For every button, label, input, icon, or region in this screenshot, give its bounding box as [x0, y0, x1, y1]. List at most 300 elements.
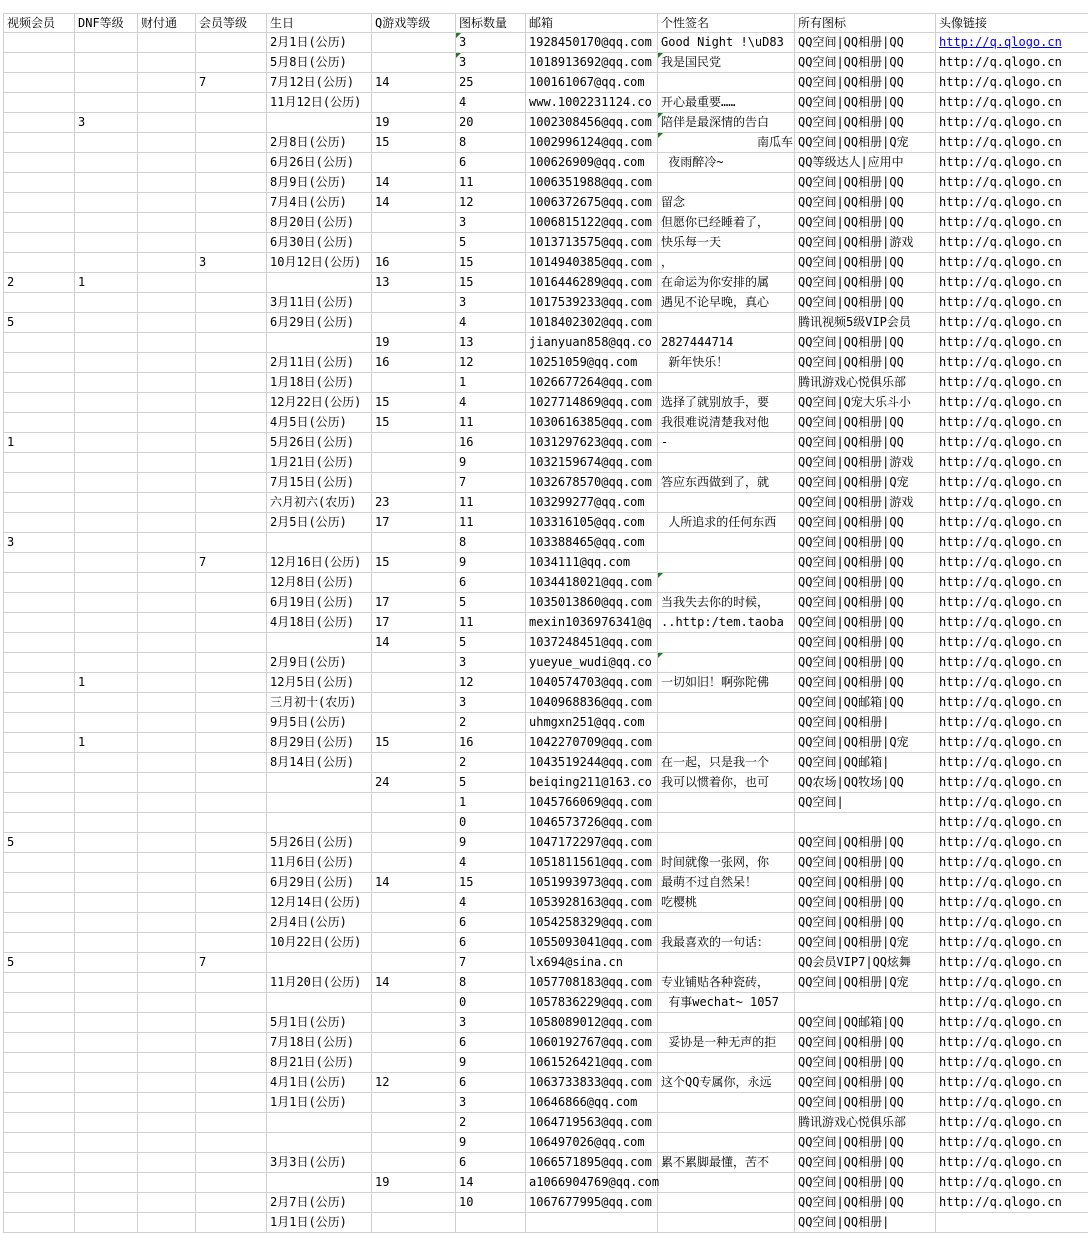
cell-qgame-level[interactable] [372, 933, 456, 953]
cell-avatar-link[interactable]: http://q.qlogo.cn [936, 813, 1088, 833]
cell-video-member[interactable] [3, 1033, 75, 1053]
cell-dnf-level[interactable] [75, 973, 138, 993]
cell-email[interactable]: 1006372675@qq.com [526, 193, 658, 213]
cell-signature[interactable] [658, 1093, 795, 1113]
cell-qgame-level[interactable]: 15 [372, 393, 456, 413]
cell-all-icons[interactable]: QQ空间|QQ相册|QQ [795, 1033, 936, 1053]
cell-avatar-link[interactable]: http://q.qlogo.cn [936, 1113, 1088, 1133]
cell-signature[interactable]: 选择了就别放手，要 [658, 393, 795, 413]
cell-video-member[interactable] [3, 33, 75, 53]
cell-avatar-link[interactable]: http://q.qlogo.cn [936, 893, 1088, 913]
cell-avatar-link[interactable]: http://q.qlogo.cn [936, 313, 1088, 333]
cell-all-icons[interactable]: QQ空间|QQ相册|QQ [795, 273, 936, 293]
cell-video-member[interactable] [3, 253, 75, 273]
cell-qgame-level[interactable]: 17 [372, 593, 456, 613]
cell-dnf-level[interactable] [75, 913, 138, 933]
cell-icon-count[interactable] [456, 1213, 526, 1233]
cell-avatar-link[interactable]: http://q.qlogo.cn [936, 753, 1088, 773]
cell-qgame-level[interactable]: 19 [372, 1173, 456, 1193]
cell-all-icons[interactable]: QQ空间|QQ相册|QQ [795, 93, 936, 113]
cell-video-member[interactable]: 5 [3, 313, 75, 333]
cell-member-level[interactable] [196, 1113, 267, 1133]
cell-email[interactable]: 1053928163@qq.com [526, 893, 658, 913]
cell-dnf-level[interactable] [75, 133, 138, 153]
cell-member-level[interactable] [196, 1093, 267, 1113]
cell-signature[interactable] [658, 1113, 795, 1133]
cell-tenpay[interactable] [138, 753, 196, 773]
cell-birthday[interactable]: 12月16日(公历) [267, 553, 372, 573]
cell-avatar-link[interactable]: http://q.qlogo.cn [936, 433, 1088, 453]
cell-avatar-link[interactable]: http://q.qlogo.cn [936, 973, 1088, 993]
cell-email[interactable]: 1006815122@qq.com [526, 213, 658, 233]
cell-video-member[interactable] [3, 1053, 75, 1073]
cell-birthday[interactable]: 11月20日(公历) [267, 973, 372, 993]
cell-member-level[interactable] [196, 433, 267, 453]
cell-email[interactable]: 1040968836@qq.com [526, 693, 658, 713]
cell-icon-count[interactable]: 15 [456, 253, 526, 273]
cell-email[interactable]: 1032159674@qq.com [526, 453, 658, 473]
cell-qgame-level[interactable] [372, 33, 456, 53]
cell-qgame-level[interactable] [372, 1153, 456, 1173]
cell-avatar-link[interactable]: http://q.qlogo.cn [936, 933, 1088, 953]
cell-birthday[interactable]: 1月1日(公历) [267, 1213, 372, 1233]
cell-signature[interactable] [658, 793, 795, 813]
cell-member-level[interactable] [196, 1173, 267, 1193]
cell-birthday[interactable] [267, 533, 372, 553]
cell-all-icons[interactable]: QQ空间|QQ邮箱|QQ [795, 1013, 936, 1033]
cell-all-icons[interactable]: QQ空间|QQ相册|QQ [795, 653, 936, 673]
cell-dnf-level[interactable] [75, 533, 138, 553]
cell-icon-count[interactable]: 11 [456, 613, 526, 633]
cell-dnf-level[interactable] [75, 373, 138, 393]
cell-tenpay[interactable] [138, 873, 196, 893]
cell-video-member[interactable] [3, 1213, 75, 1233]
cell-all-icons[interactable]: QQ空间|QQ相册|QQ [795, 193, 936, 213]
cell-signature[interactable]: 夜雨醉冷~ [658, 153, 795, 173]
cell-birthday[interactable]: 3月3日(公历) [267, 1153, 372, 1173]
cell-dnf-level[interactable]: 1 [75, 273, 138, 293]
cell-email[interactable]: 1046573726@qq.com [526, 813, 658, 833]
cell-email[interactable]: 1043519244@qq.com [526, 753, 658, 773]
cell-email[interactable]: 1060192767@qq.com [526, 1033, 658, 1053]
cell-tenpay[interactable] [138, 733, 196, 753]
cell-all-icons[interactable]: QQ空间|QQ邮箱|QQ [795, 693, 936, 713]
cell-signature[interactable]: 南瓜车 [658, 133, 795, 153]
cell-qgame-level[interactable] [372, 1193, 456, 1213]
cell-video-member[interactable] [3, 473, 75, 493]
cell-birthday[interactable]: 5月1日(公历) [267, 1013, 372, 1033]
cell-all-icons[interactable]: QQ空间|QQ相册|游戏 [795, 493, 936, 513]
cell-dnf-level[interactable] [75, 1053, 138, 1073]
cell-birthday[interactable] [267, 1173, 372, 1193]
cell-avatar-link[interactable]: http://q.qlogo.cn [936, 353, 1088, 373]
cell-dnf-level[interactable] [75, 233, 138, 253]
cell-member-level[interactable] [196, 333, 267, 353]
cell-member-level[interactable] [196, 1153, 267, 1173]
cell-video-member[interactable] [3, 693, 75, 713]
cell-tenpay[interactable] [138, 653, 196, 673]
cell-all-icons[interactable] [795, 813, 936, 833]
cell-all-icons[interactable]: 腾讯视频5级VIP会员 [795, 313, 936, 333]
cell-qgame-level[interactable] [372, 673, 456, 693]
cell-member-level[interactable] [196, 533, 267, 553]
cell-all-icons[interactable]: QQ空间|QQ相册|QQ [795, 353, 936, 373]
cell-member-level[interactable] [196, 933, 267, 953]
cell-signature[interactable]: 新年快乐！ [658, 353, 795, 373]
cell-member-level[interactable] [196, 1013, 267, 1033]
cell-qgame-level[interactable] [372, 653, 456, 673]
cell-video-member[interactable] [3, 713, 75, 733]
cell-birthday[interactable]: 12月14日(公历) [267, 893, 372, 913]
cell-dnf-level[interactable]: 1 [75, 673, 138, 693]
cell-video-member[interactable] [3, 973, 75, 993]
cell-signature[interactable]: 这个QQ专属你，永远 [658, 1073, 795, 1093]
cell-dnf-level[interactable] [75, 53, 138, 73]
cell-signature[interactable]: 最萌不过自然呆！ [658, 873, 795, 893]
cell-tenpay[interactable] [138, 933, 196, 953]
cell-tenpay[interactable] [138, 1153, 196, 1173]
cell-signature[interactable] [658, 953, 795, 973]
cell-member-level[interactable] [196, 873, 267, 893]
cell-birthday[interactable]: 6月19日(公历) [267, 593, 372, 613]
cell-avatar-link[interactable]: http://q.qlogo.cn [936, 673, 1088, 693]
header-signature[interactable]: 个性签名 [658, 13, 795, 33]
cell-video-member[interactable] [3, 593, 75, 613]
cell-tenpay[interactable] [138, 73, 196, 93]
cell-all-icons[interactable]: QQ空间|QQ相册|QQ [795, 1093, 936, 1113]
cell-qgame-level[interactable] [372, 1213, 456, 1233]
cell-avatar-link[interactable]: http://q.qlogo.cn [936, 493, 1088, 513]
cell-tenpay[interactable] [138, 1133, 196, 1153]
cell-icon-count[interactable]: 8 [456, 133, 526, 153]
cell-all-icons[interactable]: QQ空间|QQ相册|QQ [795, 573, 936, 593]
cell-icon-count[interactable]: 6 [456, 1073, 526, 1093]
cell-tenpay[interactable] [138, 433, 196, 453]
cell-member-level[interactable]: 3 [196, 253, 267, 273]
cell-member-level[interactable] [196, 1213, 267, 1233]
cell-signature[interactable]: 我很难说清楚我对他 [658, 413, 795, 433]
cell-birthday[interactable]: 1月1日(公历) [267, 1093, 372, 1113]
cell-qgame-level[interactable] [372, 433, 456, 453]
cell-qgame-level[interactable]: 23 [372, 493, 456, 513]
cell-email[interactable]: 1017539233@qq.com [526, 293, 658, 313]
cell-avatar-link[interactable]: http://q.qlogo.cn [936, 593, 1088, 613]
cell-qgame-level[interactable]: 14 [372, 73, 456, 93]
cell-video-member[interactable] [3, 453, 75, 473]
cell-tenpay[interactable] [138, 213, 196, 233]
cell-avatar-link[interactable]: http://q.qlogo.cn [936, 873, 1088, 893]
cell-video-member[interactable] [3, 1133, 75, 1153]
cell-email[interactable]: 10646866@qq.com [526, 1093, 658, 1113]
cell-email[interactable]: 1063733833@qq.com [526, 1073, 658, 1093]
cell-dnf-level[interactable] [75, 1153, 138, 1173]
cell-avatar-link[interactable]: http://q.qlogo.cn [936, 333, 1088, 353]
cell-signature[interactable]: 一切如旧！啊弥陀佛 [658, 673, 795, 693]
cell-all-icons[interactable]: QQ空间|QQ相册| [795, 713, 936, 733]
cell-tenpay[interactable] [138, 373, 196, 393]
cell-qgame-level[interactable]: 14 [372, 173, 456, 193]
cell-email[interactable]: yueyue_wudi@qq.co [526, 653, 658, 673]
cell-signature[interactable]: 我可以惯着你，也可 [658, 773, 795, 793]
cell-icon-count[interactable]: 3 [456, 293, 526, 313]
cell-email[interactable]: 103299277@qq.com [526, 493, 658, 513]
cell-video-member[interactable] [3, 113, 75, 133]
cell-all-icons[interactable]: QQ空间|QQ相册|QQ [795, 593, 936, 613]
cell-birthday[interactable]: 9月5日(公历) [267, 713, 372, 733]
cell-birthday[interactable]: 11月6日(公历) [267, 853, 372, 873]
cell-qgame-level[interactable]: 15 [372, 413, 456, 433]
cell-avatar-link[interactable]: http://q.qlogo.cn [936, 1133, 1088, 1153]
cell-icon-count[interactable]: 25 [456, 73, 526, 93]
cell-qgame-level[interactable] [372, 753, 456, 773]
cell-video-member[interactable] [3, 1073, 75, 1093]
cell-qgame-level[interactable] [372, 813, 456, 833]
cell-email[interactable]: 1006351988@qq.com [526, 173, 658, 193]
cell-avatar-link[interactable]: http://q.qlogo.cn [936, 853, 1088, 873]
cell-video-member[interactable] [3, 1173, 75, 1193]
cell-tenpay[interactable] [138, 393, 196, 413]
cell-dnf-level[interactable] [75, 613, 138, 633]
cell-email[interactable]: 1016446289@qq.com [526, 273, 658, 293]
cell-signature[interactable]: 答应东西做到了，就 [658, 473, 795, 493]
cell-email[interactable]: uhmgxn251@qq.com [526, 713, 658, 733]
cell-signature[interactable]: 但愿你已经睡着了， [658, 213, 795, 233]
cell-signature[interactable]: 在一起，只是我一个 [658, 753, 795, 773]
cell-email[interactable]: jianyuan858@qq.co [526, 333, 658, 353]
cell-member-level[interactable] [196, 93, 267, 113]
cell-icon-count[interactable]: 3 [456, 653, 526, 673]
cell-birthday[interactable]: 4月5日(公历) [267, 413, 372, 433]
cell-qgame-level[interactable] [372, 853, 456, 873]
cell-tenpay[interactable] [138, 1073, 196, 1093]
cell-tenpay[interactable] [138, 233, 196, 253]
cell-all-icons[interactable]: QQ空间|QQ相册|Q宠 [795, 133, 936, 153]
cell-dnf-level[interactable] [75, 313, 138, 333]
cell-birthday[interactable] [267, 993, 372, 1013]
cell-signature[interactable]: 当我失去你的时候， [658, 593, 795, 613]
cell-dnf-level[interactable] [75, 873, 138, 893]
cell-email[interactable]: 1066571895@qq.com [526, 1153, 658, 1173]
cell-dnf-level[interactable] [75, 213, 138, 233]
cell-member-level[interactable] [196, 593, 267, 613]
cell-signature[interactable]: 开心最重要…… [658, 93, 795, 113]
cell-video-member[interactable] [3, 733, 75, 753]
cell-member-level[interactable] [196, 53, 267, 73]
cell-all-icons[interactable]: QQ空间|QQ相册|QQ [795, 1153, 936, 1173]
cell-dnf-level[interactable] [75, 93, 138, 113]
cell-signature[interactable]: 妥协是一种无声的拒 [658, 1033, 795, 1053]
cell-dnf-level[interactable] [75, 73, 138, 93]
cell-all-icons[interactable]: QQ空间|QQ相册|QQ [795, 253, 936, 273]
cell-tenpay[interactable] [138, 893, 196, 913]
cell-avatar-link[interactable]: http://q.qlogo.cn [936, 453, 1088, 473]
cell-signature[interactable] [658, 633, 795, 653]
cell-birthday[interactable]: 7月15日(公历) [267, 473, 372, 493]
cell-member-level[interactable] [196, 373, 267, 393]
cell-video-member[interactable] [3, 73, 75, 93]
cell-dnf-level[interactable] [75, 413, 138, 433]
cell-all-icons[interactable]: QQ空间| [795, 793, 936, 813]
header-dnf-level[interactable]: DNF等级 [75, 13, 138, 33]
cell-email[interactable]: 1013713575@qq.com [526, 233, 658, 253]
cell-email[interactable]: 1058089012@qq.com [526, 1013, 658, 1033]
cell-icon-count[interactable]: 10 [456, 1193, 526, 1213]
cell-qgame-level[interactable]: 19 [372, 113, 456, 133]
cell-qgame-level[interactable] [372, 153, 456, 173]
cell-member-level[interactable] [196, 973, 267, 993]
cell-qgame-level[interactable]: 15 [372, 133, 456, 153]
cell-all-icons[interactable]: QQ空间|Q宠大乐斗小 [795, 393, 936, 413]
cell-all-icons[interactable]: QQ空间|QQ相册|QQ [795, 633, 936, 653]
cell-signature[interactable] [658, 493, 795, 513]
cell-icon-count[interactable]: 7 [456, 473, 526, 493]
cell-tenpay[interactable] [138, 473, 196, 493]
cell-member-level[interactable] [196, 313, 267, 333]
cell-avatar-link[interactable]: http://q.qlogo.cn [936, 73, 1088, 93]
cell-all-icons[interactable]: QQ空间|QQ相册|QQ [795, 853, 936, 873]
cell-icon-count[interactable]: 1 [456, 793, 526, 813]
cell-icon-count[interactable]: 15 [456, 873, 526, 893]
cell-icon-count[interactable]: 5 [456, 633, 526, 653]
cell-video-member[interactable] [3, 933, 75, 953]
cell-dnf-level[interactable] [75, 33, 138, 53]
cell-email[interactable]: 1002996124@qq.com [526, 133, 658, 153]
cell-all-icons[interactable] [795, 993, 936, 1013]
cell-qgame-level[interactable] [372, 93, 456, 113]
cell-email[interactable]: www.1002231124.co [526, 93, 658, 113]
cell-dnf-level[interactable] [75, 993, 138, 1013]
cell-signature[interactable]: ..http:/tem.taoba [658, 613, 795, 633]
cell-tenpay[interactable] [138, 193, 196, 213]
cell-video-member[interactable] [3, 553, 75, 573]
cell-birthday[interactable]: 10月12日(公历) [267, 253, 372, 273]
cell-tenpay[interactable] [138, 333, 196, 353]
cell-video-member[interactable] [3, 93, 75, 113]
cell-signature[interactable]: 快乐每一天 [658, 233, 795, 253]
cell-icon-count[interactable]: 6 [456, 573, 526, 593]
cell-member-level[interactable] [196, 813, 267, 833]
cell-all-icons[interactable]: QQ空间|QQ相册|QQ [795, 613, 936, 633]
cell-avatar-link[interactable]: http://q.qlogo.cn [936, 373, 1088, 393]
cell-qgame-level[interactable] [372, 1133, 456, 1153]
cell-all-icons[interactable]: 腾讯游戏心悦俱乐部 [795, 373, 936, 393]
cell-signature[interactable]: 留念 [658, 193, 795, 213]
cell-qgame-level[interactable] [372, 913, 456, 933]
cell-icon-count[interactable]: 11 [456, 173, 526, 193]
cell-birthday[interactable]: 6月29日(公历) [267, 873, 372, 893]
cell-member-level[interactable] [196, 693, 267, 713]
cell-tenpay[interactable] [138, 593, 196, 613]
cell-dnf-level[interactable] [75, 933, 138, 953]
cell-birthday[interactable] [267, 813, 372, 833]
cell-dnf-level[interactable] [75, 173, 138, 193]
cell-email[interactable]: 106497026@qq.com [526, 1133, 658, 1153]
cell-icon-count[interactable]: 4 [456, 313, 526, 333]
cell-all-icons[interactable]: QQ空间|QQ相册|QQ [795, 833, 936, 853]
cell-video-member[interactable] [3, 573, 75, 593]
cell-video-member[interactable] [3, 873, 75, 893]
cell-avatar-link[interactable]: http://q.qlogo.cn [936, 1053, 1088, 1073]
header-avatar-link[interactable]: 头像链接 [936, 13, 1088, 33]
cell-video-member[interactable] [3, 233, 75, 253]
cell-signature[interactable]: 遇见不论早晚，真心 [658, 293, 795, 313]
cell-birthday[interactable]: 6月29日(公历) [267, 313, 372, 333]
cell-dnf-level[interactable] [75, 753, 138, 773]
cell-video-member[interactable] [3, 653, 75, 673]
cell-member-level[interactable] [196, 893, 267, 913]
cell-birthday[interactable] [267, 1133, 372, 1153]
cell-member-level[interactable] [196, 833, 267, 853]
cell-member-level[interactable] [196, 713, 267, 733]
cell-signature[interactable]: 有事wechat~ 1057 [658, 993, 795, 1013]
cell-avatar-link[interactable]: http://q.qlogo.cn [936, 93, 1088, 113]
cell-tenpay[interactable] [138, 453, 196, 473]
cell-member-level[interactable]: 7 [196, 553, 267, 573]
cell-signature[interactable]: 在命运为你安排的属 [658, 273, 795, 293]
cell-member-level[interactable] [196, 573, 267, 593]
cell-tenpay[interactable] [138, 313, 196, 333]
cell-dnf-level[interactable] [75, 493, 138, 513]
cell-video-member[interactable] [3, 493, 75, 513]
cell-signature[interactable] [658, 173, 795, 193]
cell-email[interactable]: beiqing211@163.co [526, 773, 658, 793]
cell-birthday[interactable]: 12月22日(公历) [267, 393, 372, 413]
cell-icon-count[interactable]: 5 [456, 233, 526, 253]
cell-birthday[interactable]: 2月4日(公历) [267, 913, 372, 933]
cell-dnf-level[interactable] [75, 453, 138, 473]
cell-birthday[interactable] [267, 333, 372, 353]
cell-birthday[interactable]: 7月4日(公历) [267, 193, 372, 213]
cell-member-level[interactable] [196, 513, 267, 533]
cell-email[interactable]: 1055093041@qq.com [526, 933, 658, 953]
cell-signature[interactable]: 累不累脚最懂，苦不 [658, 1153, 795, 1173]
cell-tenpay[interactable] [138, 133, 196, 153]
cell-member-level[interactable] [196, 913, 267, 933]
cell-tenpay[interactable] [138, 493, 196, 513]
cell-dnf-level[interactable] [75, 553, 138, 573]
cell-avatar-link[interactable]: http://q.qlogo.cn [936, 993, 1088, 1013]
cell-signature[interactable] [658, 1213, 795, 1233]
cell-email[interactable]: a1066904769@qq.com [526, 1173, 658, 1193]
cell-tenpay[interactable] [138, 673, 196, 693]
cell-signature[interactable] [658, 313, 795, 333]
cell-email[interactable]: 1027714869@qq.com [526, 393, 658, 413]
cell-qgame-level[interactable]: 15 [372, 733, 456, 753]
cell-signature[interactable] [658, 373, 795, 393]
cell-video-member[interactable] [3, 173, 75, 193]
cell-all-icons[interactable]: QQ空间|QQ相册|Q宠 [795, 933, 936, 953]
cell-dnf-level[interactable] [75, 893, 138, 913]
cell-member-level[interactable]: 7 [196, 953, 267, 973]
cell-avatar-link[interactable]: http://q.qlogo.cn [936, 633, 1088, 653]
cell-signature[interactable] [658, 1013, 795, 1033]
cell-dnf-level[interactable] [75, 713, 138, 733]
cell-member-level[interactable] [196, 193, 267, 213]
cell-qgame-level[interactable] [372, 213, 456, 233]
cell-qgame-level[interactable] [372, 1113, 456, 1133]
cell-qgame-level[interactable] [372, 893, 456, 913]
cell-email[interactable]: 1034418021@qq.com [526, 573, 658, 593]
cell-qgame-level[interactable] [372, 473, 456, 493]
cell-video-member[interactable] [3, 513, 75, 533]
cell-dnf-level[interactable] [75, 813, 138, 833]
cell-icon-count[interactable]: 9 [456, 553, 526, 573]
cell-email[interactable]: mexin1036976341@q [526, 613, 658, 633]
cell-video-member[interactable] [3, 1013, 75, 1033]
cell-all-icons[interactable]: QQ空间|QQ相册|QQ [795, 913, 936, 933]
cell-tenpay[interactable] [138, 953, 196, 973]
cell-dnf-level[interactable] [75, 653, 138, 673]
